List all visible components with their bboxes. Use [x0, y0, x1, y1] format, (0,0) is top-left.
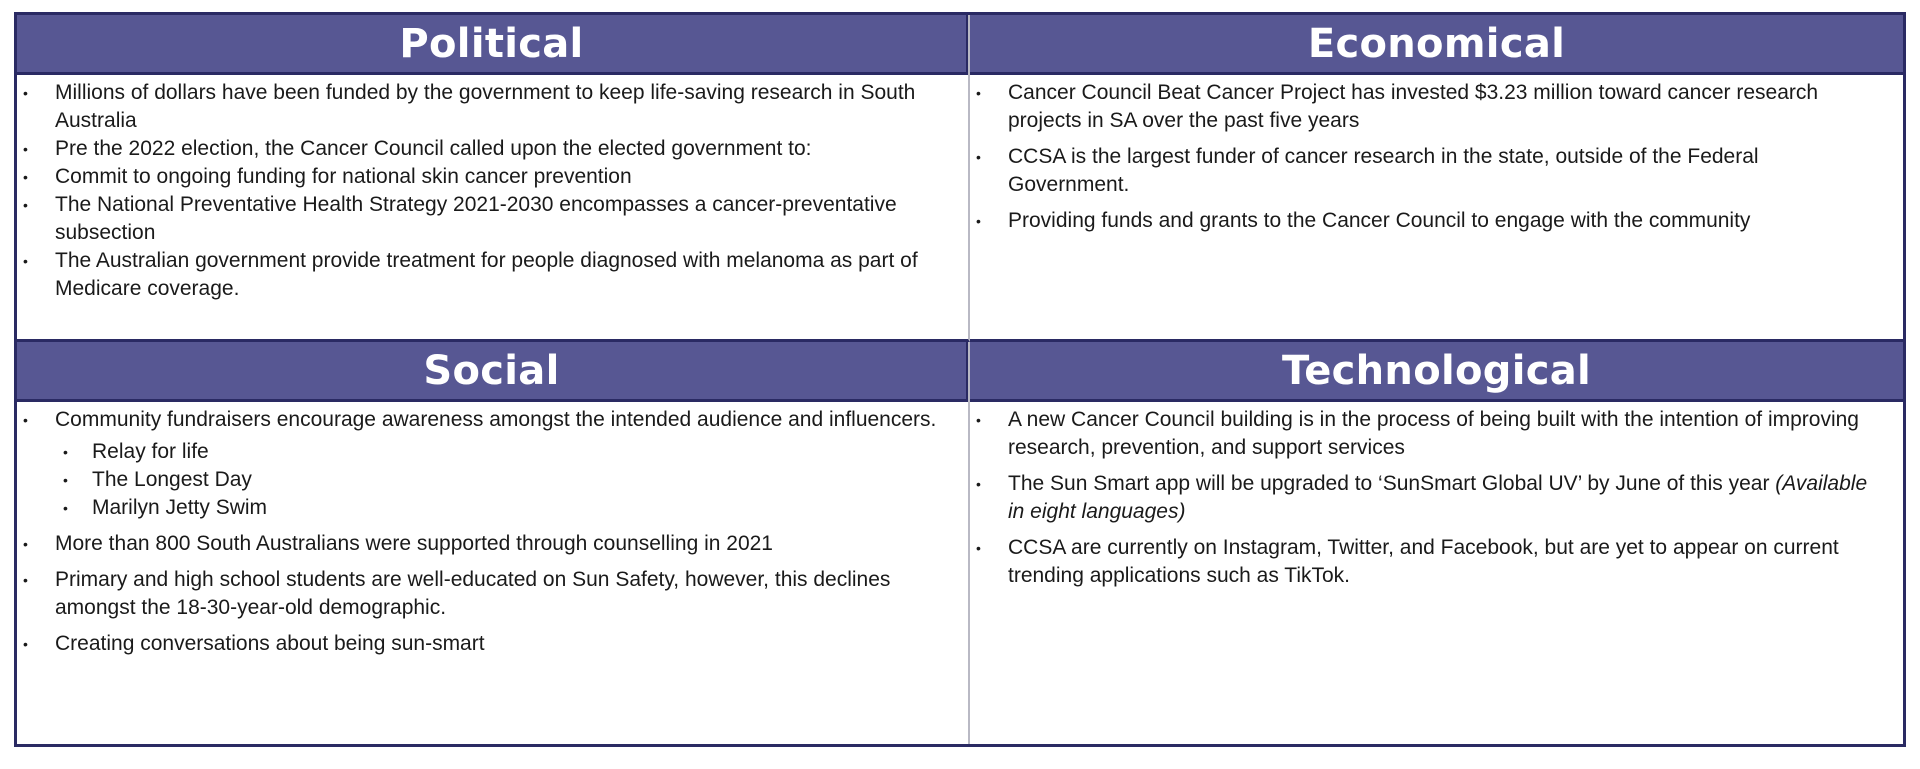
sub-list-item: • The Longest Day — [55, 466, 950, 494]
list-item: • A new Cancer Council building is in the process of being built with the intention of improving research, prevention, and support services — [970, 406, 1885, 462]
pest-analysis-grid — [14, 12, 1906, 747]
list-item: • The Australian government provide treatment for people diagnosed with melanoma as part of Medicare coverage. — [17, 247, 950, 303]
list-item: • Creating conversations about being sun-smart — [17, 630, 950, 658]
political-header — [17, 15, 968, 75]
list-item — [970, 470, 1885, 526]
political-title: Political — [399, 20, 584, 67]
technological-cell — [970, 342, 1903, 744]
economical-cell — [970, 15, 1903, 342]
list-item: • The National Preventative Health Strategy 2021-2030 encompasses a cancer-preventative subsection — [17, 191, 950, 247]
technological-list — [970, 402, 1903, 590]
list-item: • Pre the 2022 election, the Cancer Council called upon the elected government to: — [17, 135, 950, 163]
social-cell — [17, 342, 970, 744]
social-title: Social — [423, 347, 560, 394]
list-item: • Commit to ongoing funding for national skin cancer prevention — [17, 163, 950, 191]
list-item: • More than 800 South Australians were supported through counselling in 2021 — [17, 530, 950, 558]
political-cell — [17, 15, 970, 342]
technological-header — [970, 342, 1903, 402]
list-item: • Primary and high school students are well-educated on Sun Safety, however, this declines amongst the 18-30-year-old demographic. — [17, 566, 950, 622]
technological-title: Technological — [1281, 347, 1592, 394]
economical-header — [970, 15, 1903, 75]
social-header — [17, 342, 968, 402]
sub-list-item: • Marilyn Jetty Swim — [55, 494, 950, 522]
economical-title: Economical — [1307, 20, 1566, 67]
list-item: • CCSA is the largest funder of cancer research in the state, outside of the Federal Government. — [970, 143, 1885, 199]
fundraiser-sublist — [55, 438, 950, 522]
political-list — [17, 75, 968, 303]
list-item: • Providing funds and grants to the Cancer Council to engage with the community — [970, 207, 1885, 235]
economical-list — [970, 75, 1903, 235]
sub-list-item: • Relay for life — [55, 438, 950, 466]
list-item-text: The Sun Smart app will be upgraded to ‘SunSmart Global UV’ by June of this year — [1008, 472, 1776, 495]
list-item-note: (Available in eight languages) — [1008, 472, 1868, 523]
list-item: • Millions of dollars have been funded by the government to keep life-saving research in South Australia — [17, 79, 950, 135]
social-list — [17, 402, 968, 658]
list-item: • Cancer Council Beat Cancer Project has invested $3.23 million toward cancer research projects in SA over the past five years — [970, 79, 1885, 135]
list-item — [17, 406, 950, 522]
list-item-text: Community fundraisers encourage awareness amongst the intended audience and influencers. — [55, 408, 937, 431]
list-item: • CCSA are currently on Instagram, Twitter, and Facebook, but are yet to appear on current trending applications such as TikTok. — [970, 534, 1885, 590]
